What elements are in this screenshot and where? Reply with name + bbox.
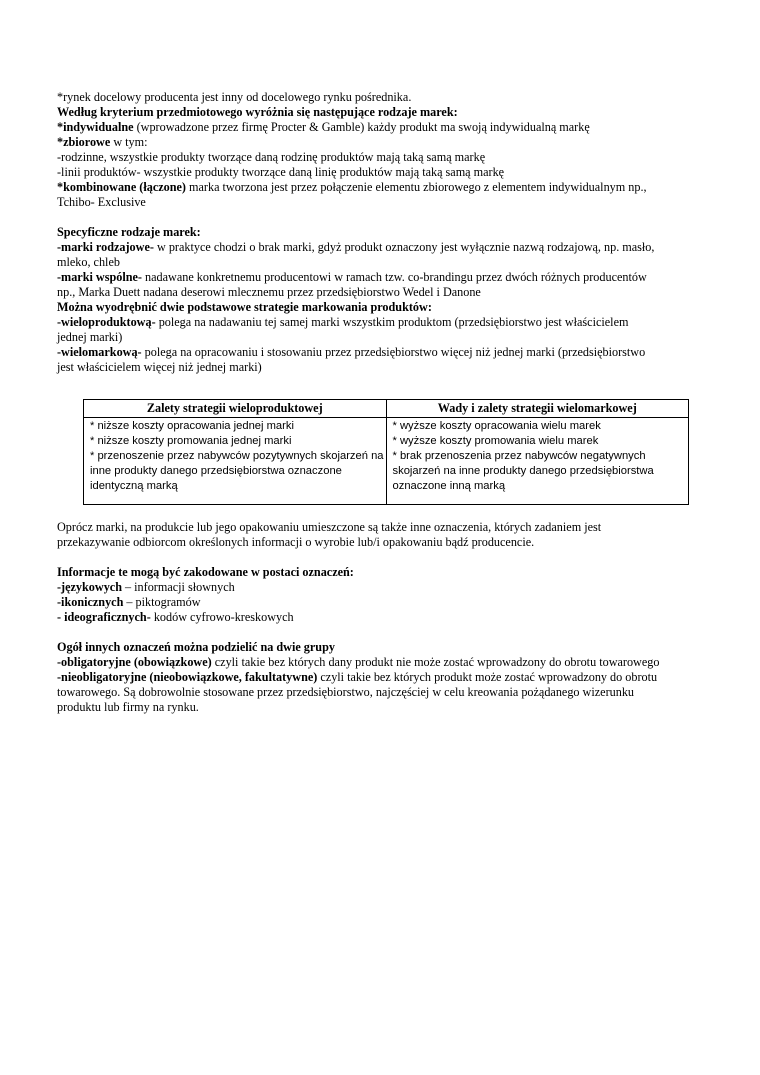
list-item: * wyższe koszty opracowania wielu marek (392, 420, 601, 432)
list-item: * niższe koszty promowania jednej marki (90, 435, 292, 447)
table-cell-multiproduct (84, 418, 387, 505)
other-marks-paragraph-cont: przekazywanie odbiorcom określonych informacji o wyrobie lub/i opakowaniu bądź producencie. (57, 535, 535, 549)
group-mandatory: -obligatoryjne (obowiązkowe) czyli takie bez których dany produkt nie może zostać wprowadzony do obrotu towarowego (57, 655, 660, 669)
strategy-comparison-table-wrap (83, 399, 689, 505)
encoding-linguistic: -językowych – informacji słownych (57, 580, 235, 594)
list-item: inne produkty danego przedsiębiorstwa oznaczone (90, 465, 342, 477)
brand-type-combined: *kombinowane (łączone) marka tworzona jest przez połączenie elementu zbiorowego z elementem indywidualnym np., (57, 180, 647, 194)
list-item: identyczną marką (90, 480, 178, 492)
strategy-multiproduct: -wieloproduktową- polega na nadawaniu tej samej marki wszystkim produktom (przedsiębiorstwo jest właścicielem (57, 315, 629, 329)
brand-type-individual: *indywidualne (wprowadzone przez firmę Procter & Gamble) każdy produkt ma swoją indywidualną markę (57, 120, 590, 134)
list-item: skojarzeń na inne produkty danego przedsiębiorstwa (392, 465, 654, 477)
table-cell-multibrand (386, 418, 689, 505)
shared-brands-cont: np., Marka Duett nadana deserowi mlecznemu przez przedsiębiorstwo Wedel i Danone (57, 285, 481, 299)
strategy-multibrand-cont: jest właścicielem więcej niż jednej marki) (57, 360, 262, 374)
table-header-multibrand: Wady i zalety strategii wielomarkowej (386, 400, 689, 418)
group-optional-cont-2: produktu lub firmy na rynku. (57, 700, 199, 714)
document-content (57, 90, 697, 715)
list-item: * wyższe koszty promowania wielu marek (392, 435, 599, 447)
specific-heading: Specyficzne rodzaje marek: (57, 225, 201, 239)
list-item: * niższe koszty opracowania jednej marki (90, 420, 294, 432)
strategies-heading: Można wyodrębnić dwie podstawowe strategie markowania produktów: (57, 300, 432, 314)
encoding-iconic: -ikonicznych – piktogramów (57, 595, 201, 609)
encoding-ideographic: - ideograficznych- kodów cyfrowo-kreskowych (57, 610, 294, 624)
generic-brands-cont: mleko, chleb (57, 255, 120, 269)
shared-brands: -marki wspólne- nadawane konkretnemu producentowi w ramach tzw. co-brandingu przez dwóch różnych producentów (57, 270, 647, 284)
table-header-row (84, 400, 689, 418)
criterion-heading: Według kryterium przedmiotowego wyróżnia się następujące rodzaje marek: (57, 105, 458, 119)
encoding-heading: Informacje te mogą być zakodowane w postaci oznaczeń: (57, 565, 354, 579)
collective-product-line: -linii produktów- wszystkie produkty tworzące daną linię produktów mają taką samą markę (57, 165, 505, 179)
list-item: * brak przenoszenia przez nabywców negatywnych (392, 450, 646, 462)
other-marks-paragraph: Oprócz marki, na produkcie lub jego opakowaniu umieszczone są także inne oznaczenia, których zadaniem jest (57, 520, 602, 534)
groups-heading: Ogół innych oznaczeń można podzielić na dwie grupy (57, 640, 335, 654)
list-item: oznaczone inną marką (392, 480, 506, 492)
generic-brands: -marki rodzajowe- w praktyce chodzi o brak marki, gdyż produkt oznaczony jest wyłącznie nazwą rodzajową, np. masło, (57, 240, 655, 254)
strategy-multiproduct-cont: jednej marki) (57, 330, 123, 344)
brand-type-collective: *zbiorowe w tym: (57, 135, 148, 149)
collective-family: -rodzinne, wszystkie produkty tworzące daną rodzinę produktów mają taką samą markę (57, 150, 486, 164)
group-optional-cont: towarowego. Są dobrowolnie stosowane przez przedsiębiorstwo, najczęściej w celu kreowania pożądanego wizerunku (57, 685, 635, 699)
strategy-multibrand: -wielomarkową- polega na opracowaniu i stosowaniu przez przedsiębiorstwo więcej niż jednej marki (przedsiębiorstwo (57, 345, 646, 359)
table-row (84, 418, 689, 505)
strategy-comparison-table (83, 399, 689, 505)
brand-type-combined-cont: Tchibo- Exclusive (57, 195, 146, 209)
list-item: * przenoszenie przez nabywców pozytywnych skojarzeń na (90, 450, 384, 462)
group-optional: -nieobligatoryjne (nieobowiązkowe, fakultatywne) czyli takie bez których produkt może zostać wprowadzony do obrotu (57, 670, 658, 684)
table-header-multiproduct: Zalety strategii wieloproduktowej (84, 400, 387, 418)
target-market-note: *rynek docelowy producenta jest inny od docelowego rynku pośrednika. (57, 90, 412, 104)
